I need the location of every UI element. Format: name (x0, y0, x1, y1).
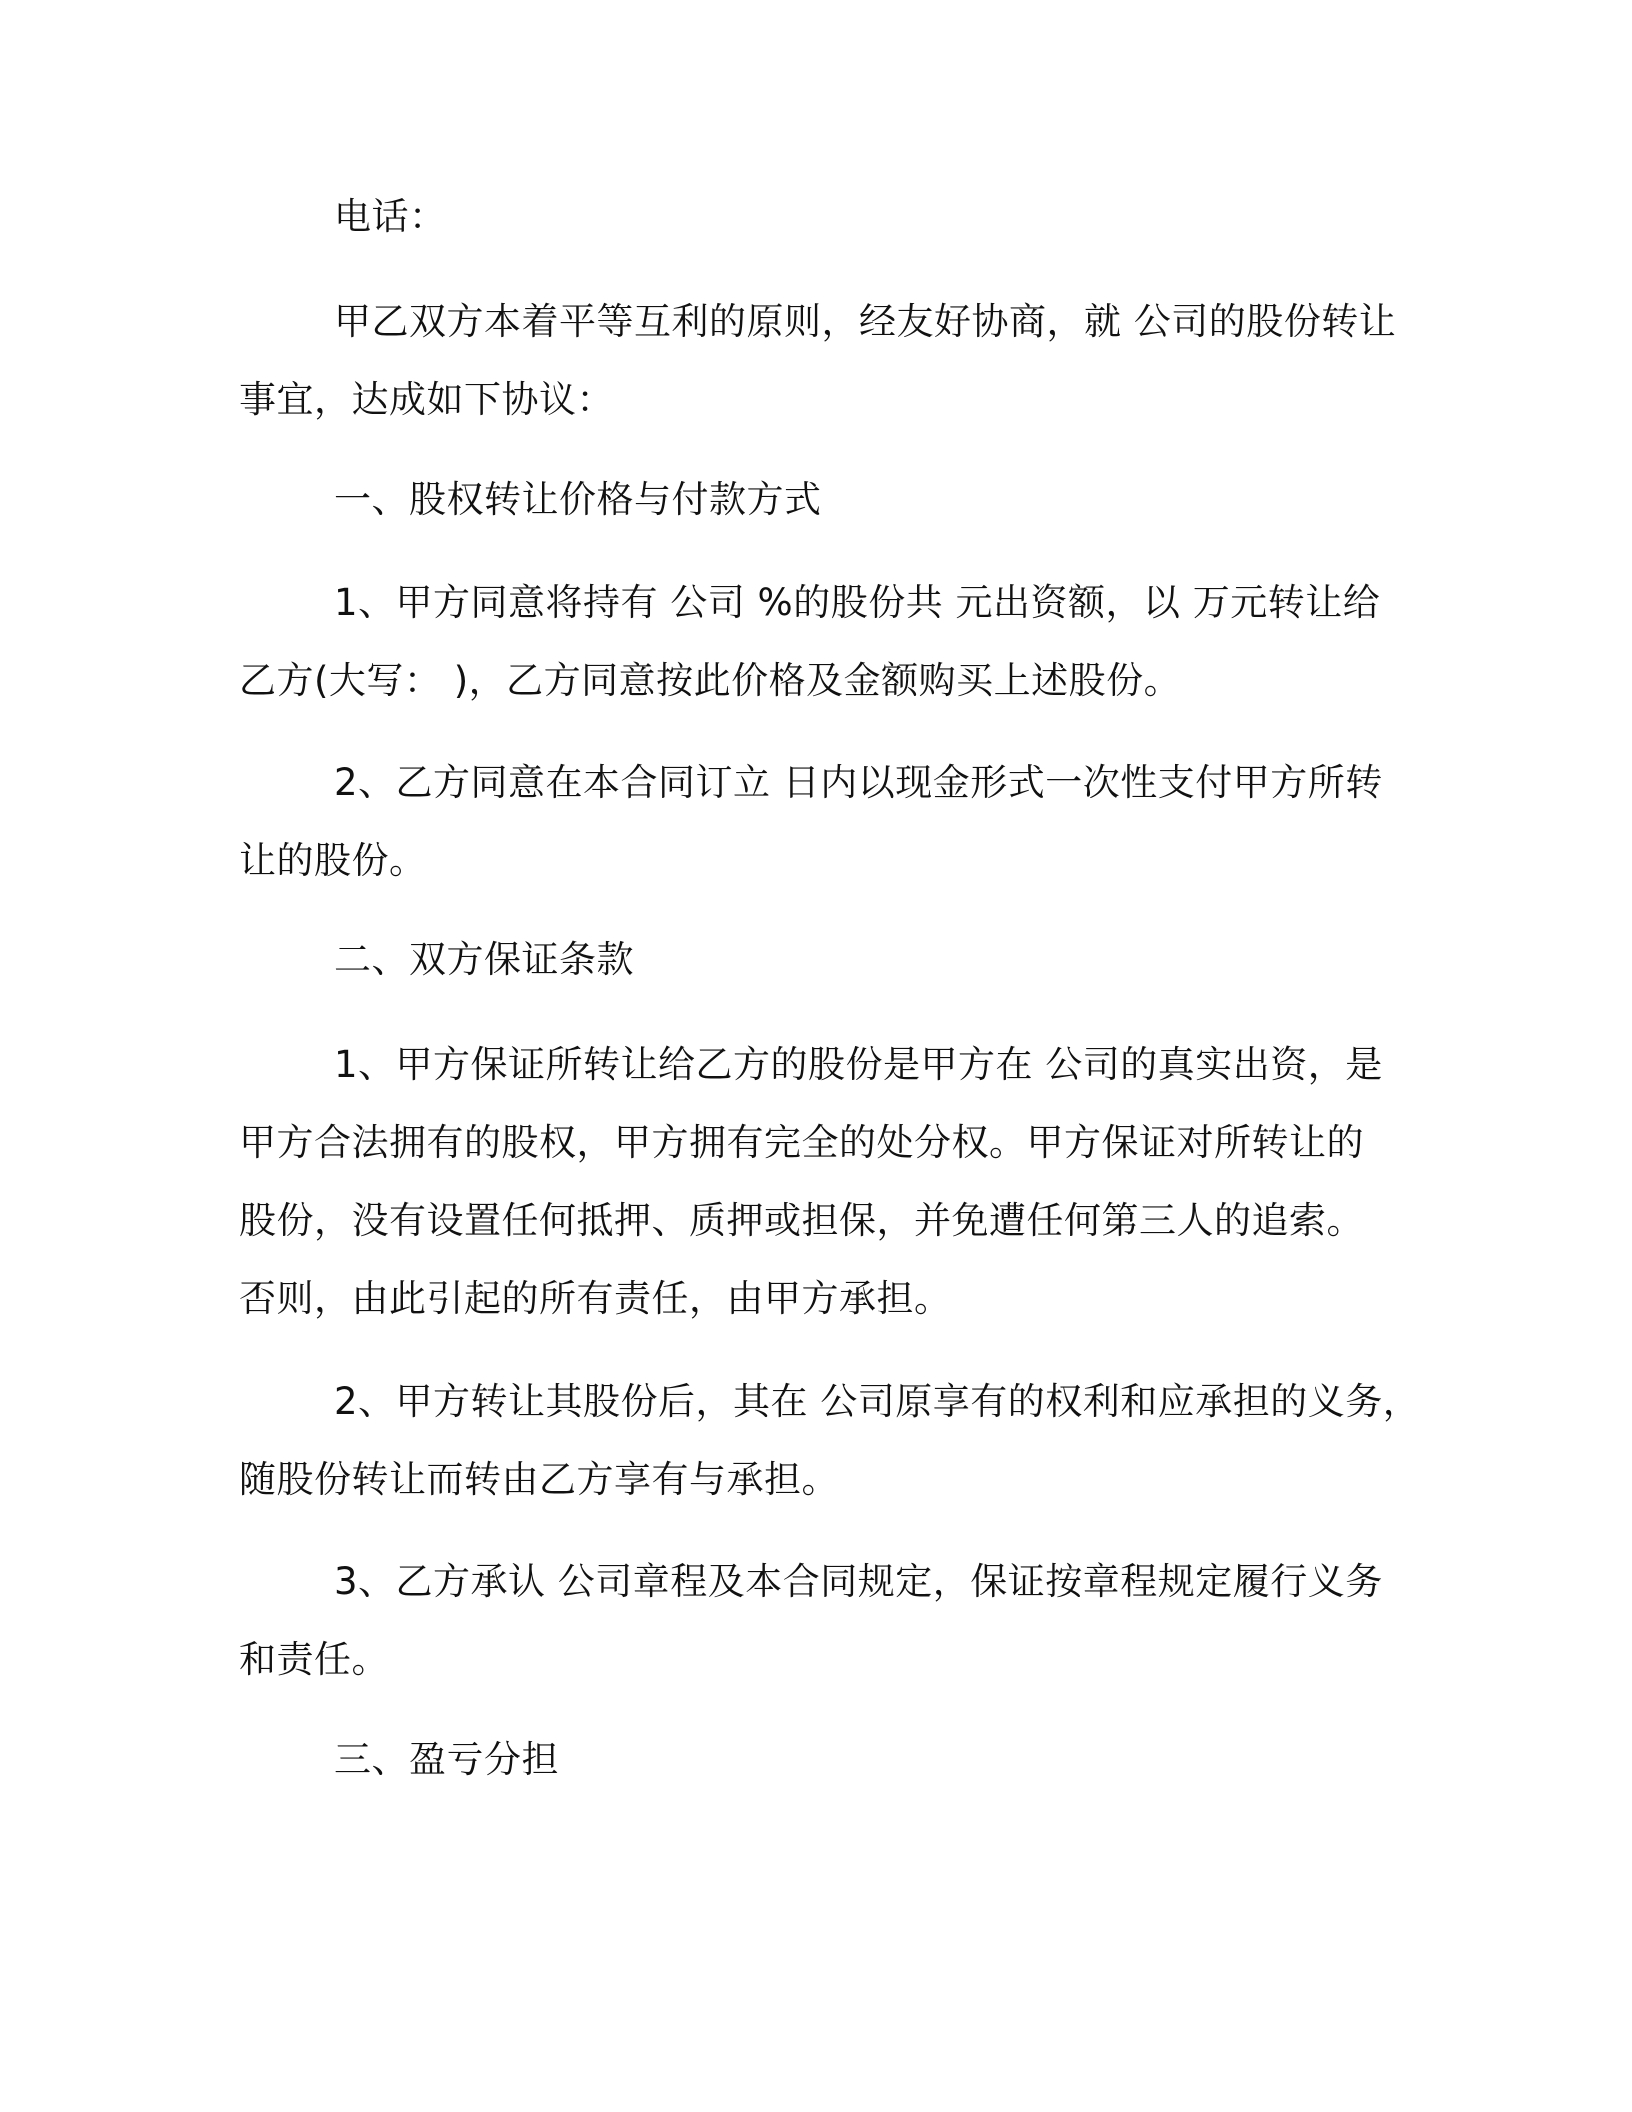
section-2-item-2-line-2: 随股份转让而转由乙方享有与承担。 (239, 1458, 839, 1501)
phone-label (239, 178, 1399, 256)
section-2-item-1-line-1: 1、甲方保证所转让给乙方的股份是甲方在 公司的真实出资，是 (334, 1043, 1383, 1086)
section-1-item-2-line-1: 2、乙方同意在本合同订立 日内以现金形式一次性支付甲方所转 (334, 761, 1383, 804)
section-1-item-2 (239, 744, 1399, 900)
section-2-item-2 (239, 1363, 1421, 1519)
section-3-heading (239, 1721, 1399, 1799)
section-2-item-1 (239, 1026, 1399, 1338)
intro-paragraph (239, 283, 1399, 439)
section-2-heading-text: 二、双方保证条款 (334, 938, 634, 981)
section-1-item-1-line-2: 乙方(大写： )，乙方同意按此价格及金额购买上述股份。 (239, 659, 1182, 702)
phone-label-text: 电话： (334, 195, 447, 238)
section-1-heading (239, 461, 1399, 539)
section-2-item-3 (239, 1543, 1399, 1699)
section-1-heading-text: 一、股权转让价格与付款方式 (334, 478, 822, 521)
section-2-item-3-line-2: 和责任。 (239, 1638, 389, 1681)
section-2-item-3-line-1: 3、乙方承认 公司章程及本合同规定，保证按章程规定履行义务 (334, 1560, 1383, 1603)
section-1-item-1-line-1: 1、甲方同意将持有 公司 %的股份共 元出资额，以 万元转让给 (334, 581, 1381, 624)
section-1-item-1 (239, 564, 1399, 720)
section-2-item-1-line-3: 股份，没有设置任何抵押、质押或担保，并免遭任何第三人的追索。 (239, 1199, 1364, 1242)
section-2-item-2-line-1: 2、甲方转让其股份后，其在 公司原享有的权利和应承担的义务， (334, 1380, 1421, 1423)
intro-line-1: 甲乙双方本着平等互利的原则，经友好协商，就 公司的股份转让 (334, 300, 1397, 343)
section-2-heading (239, 921, 1399, 999)
section-3-heading-text: 三、盈亏分担 (334, 1738, 559, 1781)
section-2-item-1-line-2: 甲方合法拥有的股权，甲方拥有完全的处分权。甲方保证对所转让的 (239, 1121, 1364, 1164)
intro-line-2: 事宜，达成如下协议： (239, 378, 614, 421)
section-1-item-2-line-2: 让的股份。 (239, 839, 427, 882)
section-2-item-1-line-4: 否则，由此引起的所有责任，由甲方承担。 (239, 1277, 952, 1320)
